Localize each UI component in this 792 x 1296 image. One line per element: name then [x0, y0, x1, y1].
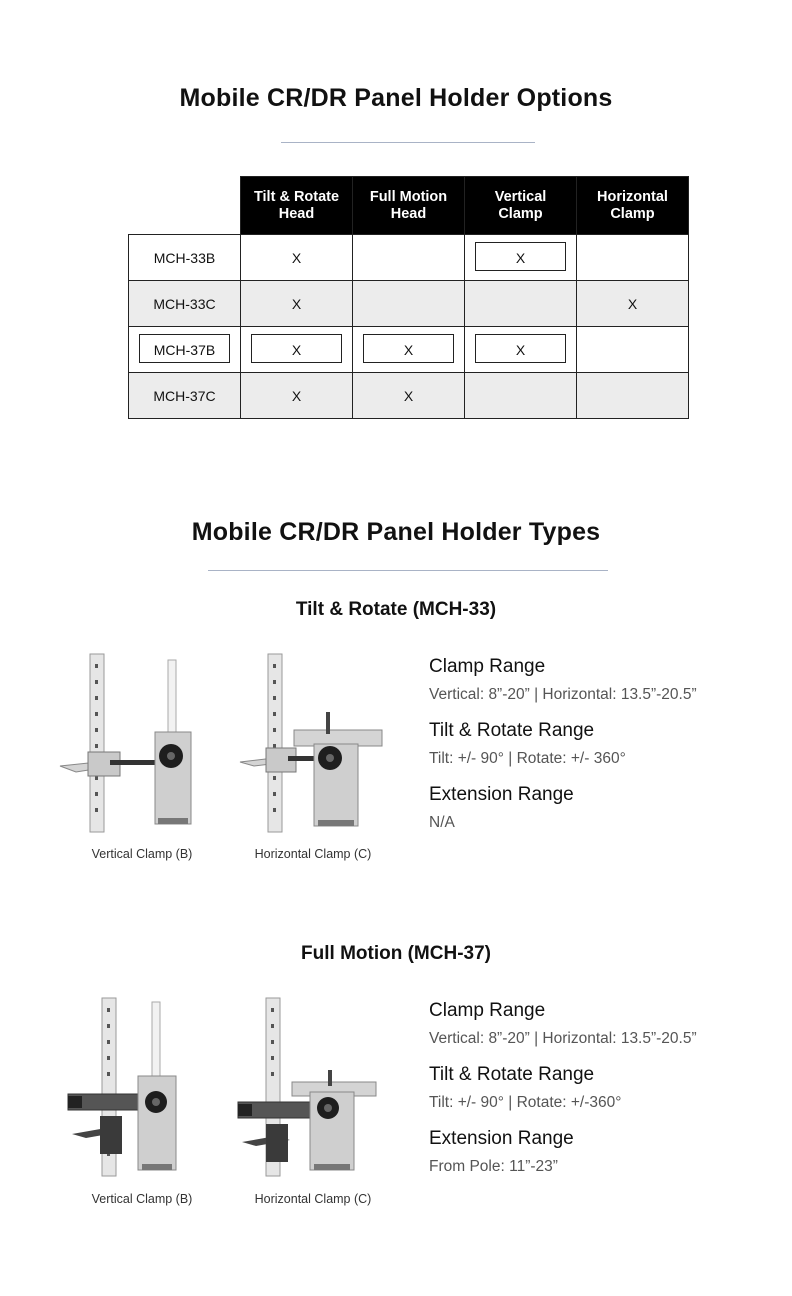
- options-table-header: [129, 177, 689, 235]
- table-cell: X: [353, 327, 465, 373]
- table-cell: X: [241, 281, 353, 327]
- product-title-tilt-rotate: Tilt & Rotate (MCH-33): [295, 599, 497, 620]
- model-cell: MCH-33C: [129, 281, 241, 327]
- model-cell: MCH-33B: [129, 235, 241, 281]
- spec-value-extension-range: N/A: [429, 814, 455, 831]
- spec-value-clamp-range: Vertical: 8”-20” | Horizontal: 13.5”-20.5”: [429, 1030, 697, 1047]
- product-title-full-motion: Full Motion (MCH-37): [301, 943, 491, 964]
- spec-value-extension-range: From Pole: 11”-23”: [429, 1158, 558, 1175]
- horizontal-clamp-photo: [236, 996, 384, 1178]
- table-cell: [577, 327, 689, 373]
- table-row: [129, 327, 689, 373]
- spec-value-tilt-rotate-range: Tilt: +/- 90° | Rotate: +/-360°: [429, 1094, 622, 1111]
- header-blank-cell: [129, 177, 241, 235]
- horizontal-clamp-photo: [238, 652, 388, 834]
- spec-value-tilt-rotate-range: Tilt: +/- 90° | Rotate: +/- 360°: [429, 750, 626, 767]
- model-cell: MCH-37C: [129, 373, 241, 419]
- table-cell: [577, 373, 689, 419]
- table-cell: X: [353, 373, 465, 419]
- spec-block-tilt-rotate: [429, 654, 697, 846]
- table-row: [129, 235, 689, 281]
- spec-label-tilt-rotate-range: Tilt & Rotate Range: [429, 720, 595, 741]
- header-horizontal-clamp: Horizontal Clamp: [577, 177, 689, 235]
- vertical-clamp-photo: [58, 652, 200, 834]
- table-cell: X: [241, 327, 353, 373]
- options-title: Mobile CR/DR Panel Holder Options: [179, 84, 613, 112]
- spec-label-extension-range: Extension Range: [429, 784, 574, 805]
- types-title-divider: [208, 570, 608, 571]
- options-table: [128, 176, 689, 419]
- table-cell: X: [465, 235, 577, 281]
- model-cell: MCH-37B: [129, 327, 241, 373]
- caption-vertical-clamp: Vertical Clamp (B): [91, 1192, 193, 1206]
- header-vertical-clamp: Vertical Clamp: [465, 177, 577, 235]
- table-cell: X: [241, 373, 353, 419]
- table-cell: X: [465, 327, 577, 373]
- table-cell: [353, 235, 465, 281]
- vertical-clamp-photo: [66, 996, 196, 1178]
- spec-block-full-motion: [429, 998, 697, 1190]
- header-tilt-rotate-head: Tilt & Rotate Head: [241, 177, 353, 235]
- caption-horizontal-clamp: Horizontal Clamp (C): [254, 1192, 372, 1206]
- table-cell: [353, 281, 465, 327]
- spec-value-clamp-range: Vertical: 8”-20” | Horizontal: 13.5”-20.5”: [429, 686, 697, 703]
- spec-label-clamp-range: Clamp Range: [429, 1000, 546, 1021]
- caption-horizontal-clamp: Horizontal Clamp (C): [254, 847, 372, 861]
- table-row: [129, 373, 689, 419]
- table-cell: [465, 373, 577, 419]
- header-full-motion-head: Full Motion Head: [353, 177, 465, 235]
- options-title-divider: [281, 142, 535, 143]
- caption-vertical-clamp: Vertical Clamp (B): [91, 847, 193, 861]
- table-cell: [465, 281, 577, 327]
- spec-label-extension-range: Extension Range: [429, 1128, 574, 1149]
- types-title: Mobile CR/DR Panel Holder Types: [191, 518, 601, 546]
- spec-label-clamp-range: Clamp Range: [429, 656, 546, 677]
- table-cell: [577, 235, 689, 281]
- table-row: [129, 281, 689, 327]
- table-cell: X: [577, 281, 689, 327]
- table-cell: X: [241, 235, 353, 281]
- spec-label-tilt-rotate-range: Tilt & Rotate Range: [429, 1064, 595, 1085]
